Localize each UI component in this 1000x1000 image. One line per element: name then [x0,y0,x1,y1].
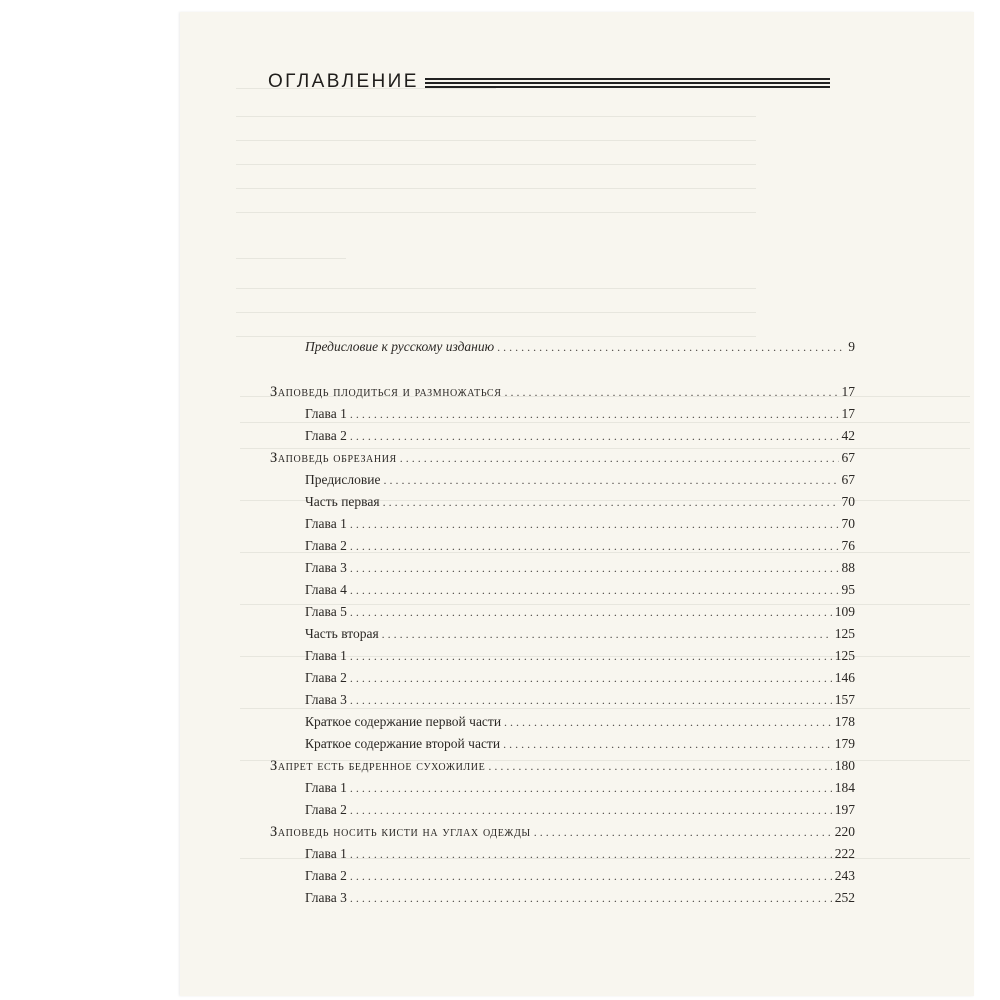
toc-entry [305,845,855,863]
toc-page-number: 67 [841,450,855,465]
toc-page-number: 9 [848,339,855,354]
toc-page-number: 220 [834,824,855,839]
toc-entry [305,581,855,599]
dot-leader [350,515,839,533]
toc-entry [305,515,855,533]
toc-entry-title: Глава 1 [305,846,347,861]
dot-leader [350,691,832,709]
toc-page-number: 125 [834,626,855,641]
book-page [180,12,974,996]
toc-entry-title: Заповедь носить кисти на углах одежды [270,824,531,840]
toc-page-number: 178 [834,714,855,729]
toc-entry [305,889,855,907]
toc-entry-title: Предисловие [305,472,381,487]
toc-entry [305,405,855,423]
toc-page-number: 70 [841,516,855,531]
toc-entry-title: Глава 2 [305,538,347,553]
dot-leader [350,845,832,863]
toc-entry-title: Глава 2 [305,428,347,443]
toc-entry-title: Заповедь обрезания [270,450,397,466]
dot-leader [400,449,839,467]
dot-leader [504,713,832,731]
toc-entry-title: Часть первая [305,494,380,509]
dot-leader [488,757,831,775]
dot-leader [350,559,839,577]
dot-leader [350,427,839,445]
dot-leader [350,537,839,555]
toc-entry [305,427,855,445]
toc-page-number: 95 [841,582,855,597]
toc-entry-title: Запрет есть бедренное сухожилие [270,758,486,774]
toc-page-number: 179 [834,736,855,751]
toc-page-number: 243 [834,868,855,883]
dot-leader [350,801,832,819]
dot-leader [350,779,832,797]
toc-entry [305,493,855,511]
toc-entry-title: Глава 2 [305,868,347,883]
toc-page-number: 157 [834,692,855,707]
toc-page-number: 109 [834,604,855,619]
toc-page-number: 88 [841,560,855,575]
dot-leader [350,581,839,599]
dot-leader [350,669,832,687]
toc-entry-title: Глава 1 [305,648,347,663]
toc-entry-title: Глава 1 [305,406,347,421]
table-of-contents [180,12,974,996]
toc-entry [305,867,855,885]
toc-entry [305,559,855,577]
toc-entry [305,735,855,753]
toc-entry [305,713,855,731]
toc-page-number: 146 [834,670,855,685]
toc-entry-title: Глава 4 [305,582,347,597]
dot-leader [350,647,832,665]
toc-entry-title: Глава 1 [305,780,347,795]
toc-entry [305,625,855,643]
toc-page-number: 222 [834,846,855,861]
toc-entry-title: Глава 2 [305,802,347,817]
dot-leader [350,889,832,907]
dot-leader [503,735,832,753]
toc-entry-title: Глава 3 [305,692,347,707]
toc-page-number: 67 [841,472,855,487]
toc-section [270,383,855,401]
toc-entry [305,669,855,687]
toc-entry [305,471,855,489]
toc-entry-title: Предисловие к русскому изданию [305,339,495,354]
toc-page-number: 70 [841,494,855,509]
toc-entry [305,537,855,555]
dot-leader [350,867,832,885]
toc-entry-title: Глава 2 [305,670,347,685]
toc-entry-title: Глава 3 [305,890,347,905]
dot-leader [497,338,845,356]
toc-entry [305,603,855,621]
toc-entry-title: Глава 5 [305,604,347,619]
toc-section [270,449,855,467]
toc-page-number: 252 [834,890,855,905]
toc-entry-title: Заповедь плодиться и размножаться [270,384,502,400]
toc-page-number: 125 [834,648,855,663]
toc-entry-title: Глава 1 [305,516,347,531]
toc-page-number: 184 [834,780,855,795]
dot-leader [383,493,839,511]
dot-leader [504,383,838,401]
toc-section [270,823,855,841]
toc-entry-title: Часть вторая [305,626,379,641]
toc-entry-title: Краткое содержание первой части [305,714,502,729]
dot-leader [383,471,838,489]
toc-page-number: 42 [841,428,855,443]
toc-page-number: 180 [834,758,855,773]
page-title: ОГЛАВЛЕНИЕ [268,71,419,92]
toc-entry [305,338,855,356]
toc-entry [305,779,855,797]
dot-leader [350,603,832,621]
toc-entry [305,691,855,709]
toc-page-number: 76 [841,538,855,553]
dot-leader [534,823,832,841]
dot-leader [382,625,832,643]
dot-leader [350,405,839,423]
toc-section [270,757,855,775]
toc-entry [305,801,855,819]
toc-page-number: 17 [841,406,855,421]
toc-entry-title: Глава 3 [305,560,347,575]
toc-page-number: 17 [841,384,855,399]
toc-page-number: 197 [834,802,855,817]
toc-entry-title: Краткое содержание второй части [305,736,501,751]
toc-entry [305,647,855,665]
